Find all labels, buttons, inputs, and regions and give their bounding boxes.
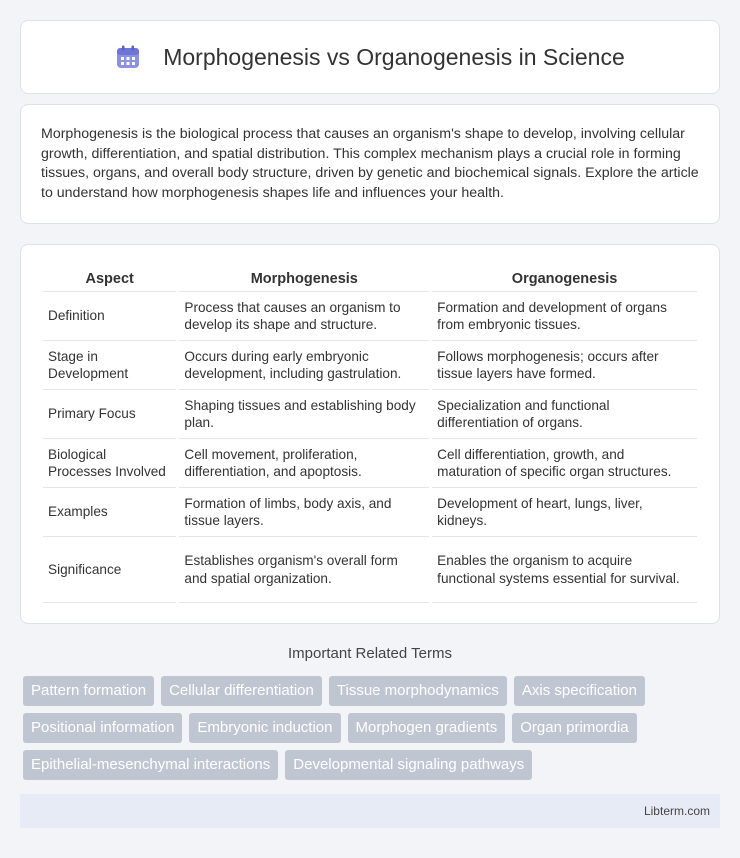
- header-aspect: Aspect: [43, 263, 176, 292]
- table-row: [43, 390, 697, 439]
- cell-organogenesis: Follows morphogenesis; occurs after tissue layers have formed.: [432, 341, 697, 390]
- header-organogenesis: Organogenesis: [432, 263, 697, 292]
- cell-morphogenesis: Formation of limbs, body axis, and tissue layers.: [179, 488, 429, 537]
- cell-aspect: Definition: [43, 292, 176, 341]
- cell-aspect: Biological Processes Involved: [43, 439, 176, 488]
- related-term-tag[interactable]: Cellular differentiation: [161, 676, 322, 706]
- cell-organogenesis: Specialization and functional differentiation of organs.: [432, 390, 697, 439]
- table-row: [43, 341, 697, 390]
- intro-card: [20, 104, 720, 224]
- related-term-tag[interactable]: Tissue morphodynamics: [329, 676, 507, 706]
- related-term-tag[interactable]: Epithelial-mesenchymal interactions: [23, 750, 278, 780]
- footer-brand-link[interactable]: Libterm.com: [643, 804, 710, 818]
- related-term-tag[interactable]: Developmental signaling pathways: [285, 750, 532, 780]
- related-terms-list: [23, 676, 703, 780]
- cell-organogenesis: Development of heart, lungs, liver, kidneys.: [432, 488, 697, 537]
- cell-morphogenesis: Cell movement, proliferation, differentiation, and apoptosis.: [179, 439, 429, 488]
- related-term-tag[interactable]: Pattern formation: [23, 676, 154, 706]
- cell-organogenesis: Formation and development of organs from embryonic tissues.: [432, 292, 697, 341]
- table-row: [43, 537, 697, 603]
- related-terms-title: Important Related Terms: [288, 645, 452, 662]
- header-card: [20, 20, 720, 94]
- cell-morphogenesis: Establishes organism's overall form and spatial organization.: [179, 537, 429, 603]
- footer: [20, 794, 720, 828]
- cell-aspect: Significance: [43, 537, 176, 603]
- related-term-tag[interactable]: Axis specification: [514, 676, 645, 706]
- cell-organogenesis: Cell differentiation, growth, and maturation of specific organ structures.: [432, 439, 697, 488]
- cell-aspect: Examples: [43, 488, 176, 537]
- cell-morphogenesis: Process that causes an organism to develop its shape and structure.: [179, 292, 429, 341]
- intro-text: Morphogenesis is the biological process that causes an organism's shape to develop, involving cellular growth, differentiation, and spatial distribution. This complex mechanism plays a crucial role in forming tissues, organs, and overall body structure, driven by genetic and biochemical signals. Explore the article to understand how morphogenesis shapes life and influences your health.: [41, 126, 699, 201]
- table-row: [43, 439, 697, 488]
- related-term-tag[interactable]: Organ primordia: [512, 713, 636, 743]
- page-title: Morphogenesis vs Organogenesis in Science: [163, 43, 625, 70]
- table-row: [43, 488, 697, 537]
- comparison-table: [40, 263, 700, 603]
- cell-aspect: Primary Focus: [43, 390, 176, 439]
- related-term-tag[interactable]: Embryonic induction: [189, 713, 340, 743]
- cell-morphogenesis: Shaping tissues and establishing body plan.: [179, 390, 429, 439]
- calendar-icon: [115, 44, 141, 70]
- cell-organogenesis: Enables the organism to acquire functional systems essential for survival.: [432, 537, 697, 603]
- comparison-table-card: [20, 244, 720, 624]
- header-morphogenesis: Morphogenesis: [179, 263, 429, 292]
- table-row: [43, 292, 697, 341]
- cell-aspect: Stage in Development: [43, 341, 176, 390]
- cell-morphogenesis: Occurs during early embryonic development, including gastrulation.: [179, 341, 429, 390]
- related-term-tag[interactable]: Morphogen gradients: [348, 713, 506, 743]
- table-header-row: [43, 263, 697, 292]
- related-term-tag[interactable]: Positional information: [23, 713, 182, 743]
